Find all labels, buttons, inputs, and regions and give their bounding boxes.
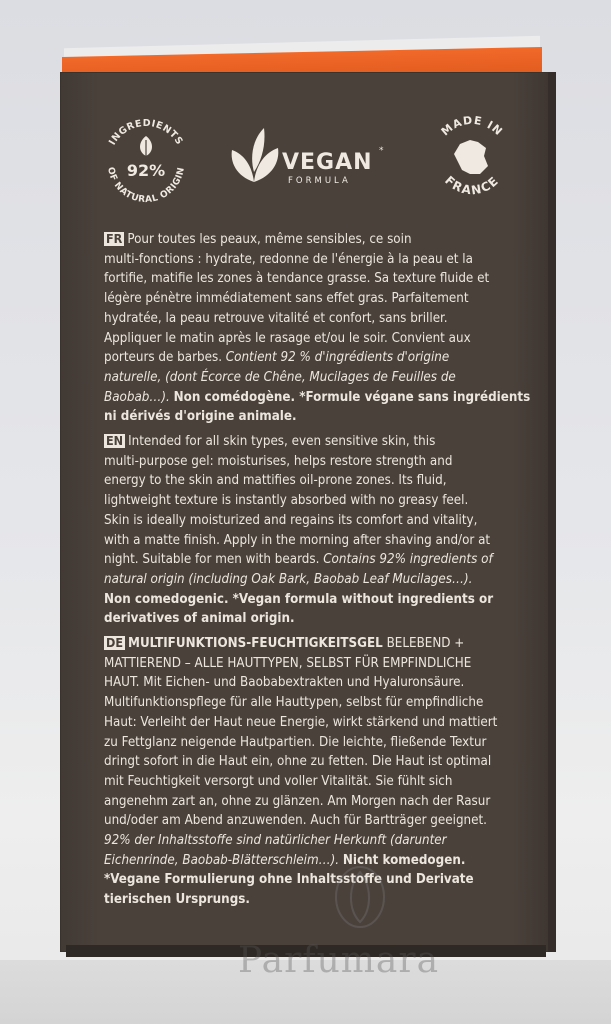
en-line-italic: natural origin (including Oak Bark, Baobab Leaf Mucilages…).: [104, 571, 473, 587]
badge-ring-top-text: INGREDIENTS: [106, 117, 185, 148]
en-line: lightweight texture is instantly absorbed with no greasy feel.: [104, 493, 469, 509]
natural-percent: 92%: [126, 161, 166, 180]
de-line: MATTIEREND – ALLE HAUTTYPEN, SELBST FÜR EMPFINDLICHE: [104, 655, 472, 671]
de-line: angenehm zart an, ohne zu glänzen. Am Morgen nach der Rasur: [104, 793, 491, 809]
en-line: Skin is ideally moisturized and regains its comfort and vitality,: [104, 512, 478, 528]
lang-tag-fr: FR: [106, 231, 123, 246]
de-line-italic: 92% der Inhaltsstoffe sind natürlicher Herkunft (darunter: [104, 833, 447, 849]
en-line: multi-purpose gel: moisturises, helps restore strength and: [104, 453, 453, 469]
en-line-bold: Non comedogenic. *Vegan formula without ingredients or: [104, 591, 494, 607]
de-line: HAUT. Mit Eichen- und Baobabextrakten und Hyaluronsäure.: [104, 675, 465, 691]
fr-line: fortifie, matifie les zones à tendance grasse. Sa texture fluide et: [104, 271, 490, 287]
en-line: energy to the skin and mattifies oil-prone zones. Its fluid,: [104, 473, 447, 489]
vegan-word: VEGAN: [282, 150, 373, 175]
fr-line: multi-fonctions : hydrate, redonne de l'énergie à la peau et la: [104, 251, 473, 267]
france-map-icon: [422, 108, 522, 208]
section-de: [104, 634, 518, 910]
vegan-badge: [226, 126, 396, 196]
fr-line-italic: naturelle, (dont Écorce de Chêne, Mucilages de Feuilles de: [104, 369, 456, 385]
natural-origin-ring-icon: [96, 112, 196, 212]
france-bottom-text: FRANCE: [442, 173, 502, 198]
vegan-leaves-icon: [226, 126, 282, 184]
fr-line: Pour toutes les peaux, même sensibles, ce soin: [127, 232, 412, 247]
de-line-bold: MULTIFUNKTIONS-FEUCHTIGKEITSGEL: [128, 636, 383, 651]
en-line-bold: derivatives of animal origin.: [104, 611, 295, 627]
fr-line: Appliquer le matin après le rasage et/ou le soir. Convient aux: [104, 330, 471, 346]
fr-line-bold: ni dérivés d'origine animale.: [104, 409, 297, 425]
en-line: with a matte finish. Apply in the morning after shaving and/or at: [104, 532, 491, 548]
de-line-italic: Eichenrinde, Baobab-Blätterschleim…).: [104, 852, 343, 868]
made-in-france-badge: [422, 108, 522, 208]
de-line: zu Fettglanz neigende Hautpartien. Die leichte, fließende Textur: [104, 734, 487, 750]
section-fr: [104, 230, 531, 427]
en-line: Intended for all skin types, even sensitive skin, this: [128, 434, 436, 449]
de-line-bold: tierischen Ursprungs.: [104, 892, 250, 908]
vegan-formula-text: FORMULA: [288, 176, 351, 186]
de-line: Multifunktionspflege für alle Hauttypen, selbst für empfindliche: [104, 695, 484, 711]
svg-text:MADE IN: [439, 114, 506, 139]
box-side-edge: [548, 72, 556, 952]
fr-line-italic: Contient 92 % d'ingrédients d'origine: [225, 350, 450, 366]
fr-line: légère pénètre immédiatement sans effet gras. Parfaitement: [104, 291, 469, 307]
de-line: mit Feuchtigkeit versorgt und voller Vitalität. Sie fühlt sich: [104, 773, 453, 789]
de-line-bold: *Vegane Formulierung ohne Inhaltsstoffe und Derivate: [104, 872, 474, 888]
lang-tag-en: EN: [106, 433, 124, 448]
de-line-bold: Nicht komedogen.: [342, 852, 466, 868]
fr-line: hydratée, la peau retrouve vitalité et confort, sans briller.: [104, 310, 448, 326]
fr-line-bold: Non comédogène. *Formule végane sans ingrédients: [173, 389, 531, 405]
natural-origin-badge: [96, 112, 196, 212]
de-line: BELEBEND +: [382, 636, 465, 651]
badge-ring-bottom-text: OF NATURAL ORIGIN: [105, 166, 187, 206]
de-line: Haut: Verleiht der Haut neue Energie, wirkt stärkend und mattiert: [104, 714, 498, 730]
en-line: night. Suitable for men with beards.: [104, 552, 324, 568]
de-line: dringt sofort in die Haut ein, ohne zu fetten. Die Haut ist optimal: [104, 754, 492, 770]
lang-tag-de: DE: [106, 635, 124, 650]
en-line-italic: Contains 92% ingredients of: [323, 552, 493, 568]
svg-text:FRANCE: [442, 173, 502, 197]
section-en: [104, 432, 518, 629]
watermark-leaf-icon: [330, 862, 390, 932]
de-line: und/oder am Abend anzuwenden. Auch für Bartträger geeignet.: [104, 813, 487, 829]
fr-line: porteurs de barbes.: [104, 350, 226, 366]
fr-line-italic: Baobab…).: [104, 389, 174, 405]
watermark-text: Parfumara: [238, 940, 440, 981]
vegan-asterisk: *: [379, 146, 384, 156]
france-top-text: MADE IN: [438, 113, 506, 139]
